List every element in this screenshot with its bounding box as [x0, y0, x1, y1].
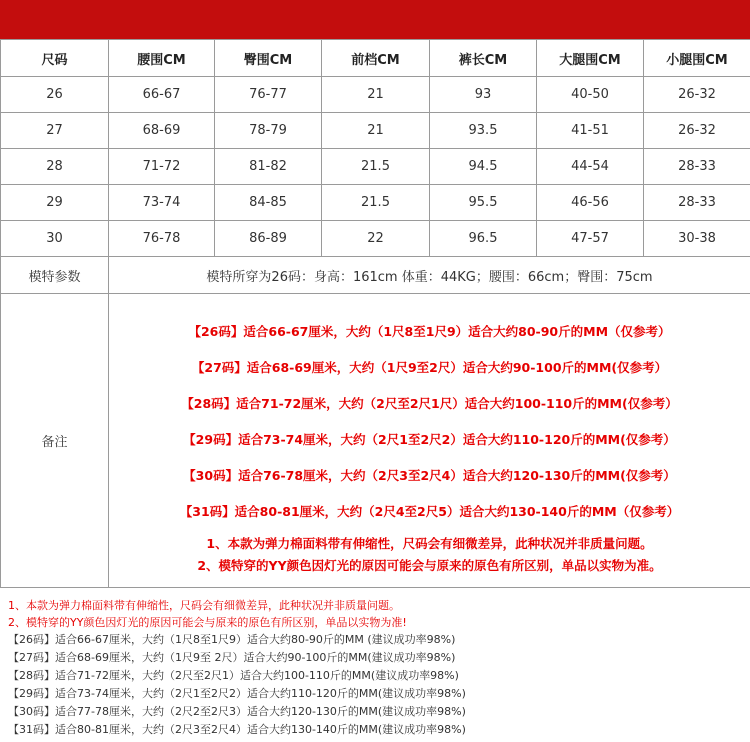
size-note-30: 【30码】适合76-78厘米，大约（2尺3至2尺4）适合大约120-130斤的MM(仅参考）	[183, 468, 676, 483]
notes-content	[109, 294, 750, 588]
column-header-calf: 小腿围CM	[644, 40, 750, 77]
table-cell: 29	[1, 185, 109, 221]
table-cell: 26	[1, 77, 109, 113]
table-cell: 40-50	[537, 77, 644, 113]
table-cell: 21	[322, 77, 430, 113]
column-header-size: 尺码	[1, 40, 109, 77]
footer-size-line: 【26码】适合66-67厘米，大约（1尺8至1尺9）适合大约80-90斤的MM (建议成功率98%)	[8, 633, 456, 646]
table-row	[1, 77, 750, 113]
footer-size-line: 【27码】适合68-69厘米，大约（1尺9至 2尺）适合大约90-100斤的MM(建议成功率98%)	[8, 651, 456, 664]
column-header-waist: 腰围CM	[109, 40, 215, 77]
model-params-value: 模特所穿为26码：身高：161cm 体重：44KG；腰围：66cm；臀围：75cm	[109, 257, 750, 294]
notice-line: 1、本款为弹力棉面料带有伸缩性，尺码会有细微差异，此种状况并非质量问题。	[206, 536, 653, 551]
table-cell: 21.5	[322, 149, 430, 185]
size-note-26: 【26码】适合66-67厘米，大约（1尺8至1尺9）适合大约80-90斤的MM（仅参考）	[188, 324, 671, 339]
table-header-row	[1, 40, 750, 77]
table-cell: 44-54	[537, 149, 644, 185]
table-cell: 28-33	[644, 149, 750, 185]
table-cell: 22	[322, 221, 430, 257]
table-cell: 95.5	[430, 185, 537, 221]
table-cell: 26-32	[644, 77, 750, 113]
column-header-front-rise: 前档CM	[322, 40, 430, 77]
size-chart-table	[0, 39, 750, 588]
table-cell: 28	[1, 149, 109, 185]
header-bar	[0, 0, 750, 39]
table-cell: 71-72	[109, 149, 215, 185]
footer-size-line: 【28码】适合71-72厘米，大约（2尺至2尺1）适合大约100-110斤的MM(建议成功率98%)	[8, 669, 459, 682]
size-note-28: 【28码】适合71-72厘米，大约（2尺至2尺1尺）适合大约100-110斤的MM(仅参考）	[181, 396, 678, 411]
table-cell: 78-79	[215, 113, 322, 149]
table-cell: 93	[430, 77, 537, 113]
table-cell: 81-82	[215, 149, 322, 185]
footer-warning: 2、模特穿的YY颜色因灯光的原因可能会与原来的原色有所区别，单品以实物为准!	[8, 616, 407, 629]
notice-line: 2、模特穿的YY颜色因灯光的原因可能会与原来的原色有所区别，单品以实物为准。	[197, 558, 662, 573]
table-cell: 26-32	[644, 113, 750, 149]
table-cell: 28-33	[644, 185, 750, 221]
footer-size-line: 【29码】适合73-74厘米，大约（2尺1至2尺2）适合大约110-120斤的MM(建议成功率98%)	[8, 687, 466, 700]
table-cell: 93.5	[430, 113, 537, 149]
size-note-31: 【31码】适合80-81厘米，大约（2尺4至2尺5）适合大约130-140斤的MM（仅参考）	[179, 504, 680, 519]
table-row	[1, 149, 750, 185]
table-cell: 21.5	[322, 185, 430, 221]
column-header-thigh: 大腿围CM	[537, 40, 644, 77]
footer-size-line: 【30码】适合77-78厘米，大约（2尺2至2尺3）适合大约120-130斤的MM(建议成功率98%)	[8, 705, 466, 718]
table-cell: 30	[1, 221, 109, 257]
table-row	[1, 221, 750, 257]
model-params-label: 模特参数	[1, 257, 109, 294]
footer-notes	[0, 597, 750, 739]
table-cell: 41-51	[537, 113, 644, 149]
column-header-length: 裤长CM	[430, 40, 537, 77]
column-header-hip: 臀围CM	[215, 40, 322, 77]
table-cell: 94.5	[430, 149, 537, 185]
notice-block	[109, 533, 750, 577]
footer-warning: 1、本款为弹力棉面料带有伸缩性，尺码会有细微差异，此种状况并非质量问题。	[8, 599, 400, 612]
table-cell: 84-85	[215, 185, 322, 221]
table-cell: 66-67	[109, 77, 215, 113]
table-cell: 21	[322, 113, 430, 149]
size-note-27: 【27码】适合68-69厘米，大约（1尺9至2尺）适合大约90-100斤的MM(仅参考）	[191, 360, 668, 375]
model-params-row	[1, 257, 750, 294]
table-cell: 76-77	[215, 77, 322, 113]
table-cell: 68-69	[109, 113, 215, 149]
table-row	[1, 185, 750, 221]
footer-size-line: 【31码】适合80-81厘米，大约（2尺3至2尺4）适合大约130-140斤的MM(建议成功率98%)	[8, 723, 466, 736]
table-cell: 27	[1, 113, 109, 149]
table-cell: 47-57	[537, 221, 644, 257]
table-cell: 96.5	[430, 221, 537, 257]
table-cell: 46-56	[537, 185, 644, 221]
size-note-29: 【29码】适合73-74厘米，大约（2尺1至2尺2）适合大约110-120斤的MM(仅参考）	[183, 432, 676, 447]
table-cell: 86-89	[215, 221, 322, 257]
table-cell: 76-78	[109, 221, 215, 257]
table-cell: 73-74	[109, 185, 215, 221]
notes-label: 备注	[1, 294, 109, 588]
notes-row	[1, 294, 750, 588]
table-cell: 30-38	[644, 221, 750, 257]
table-row	[1, 113, 750, 149]
